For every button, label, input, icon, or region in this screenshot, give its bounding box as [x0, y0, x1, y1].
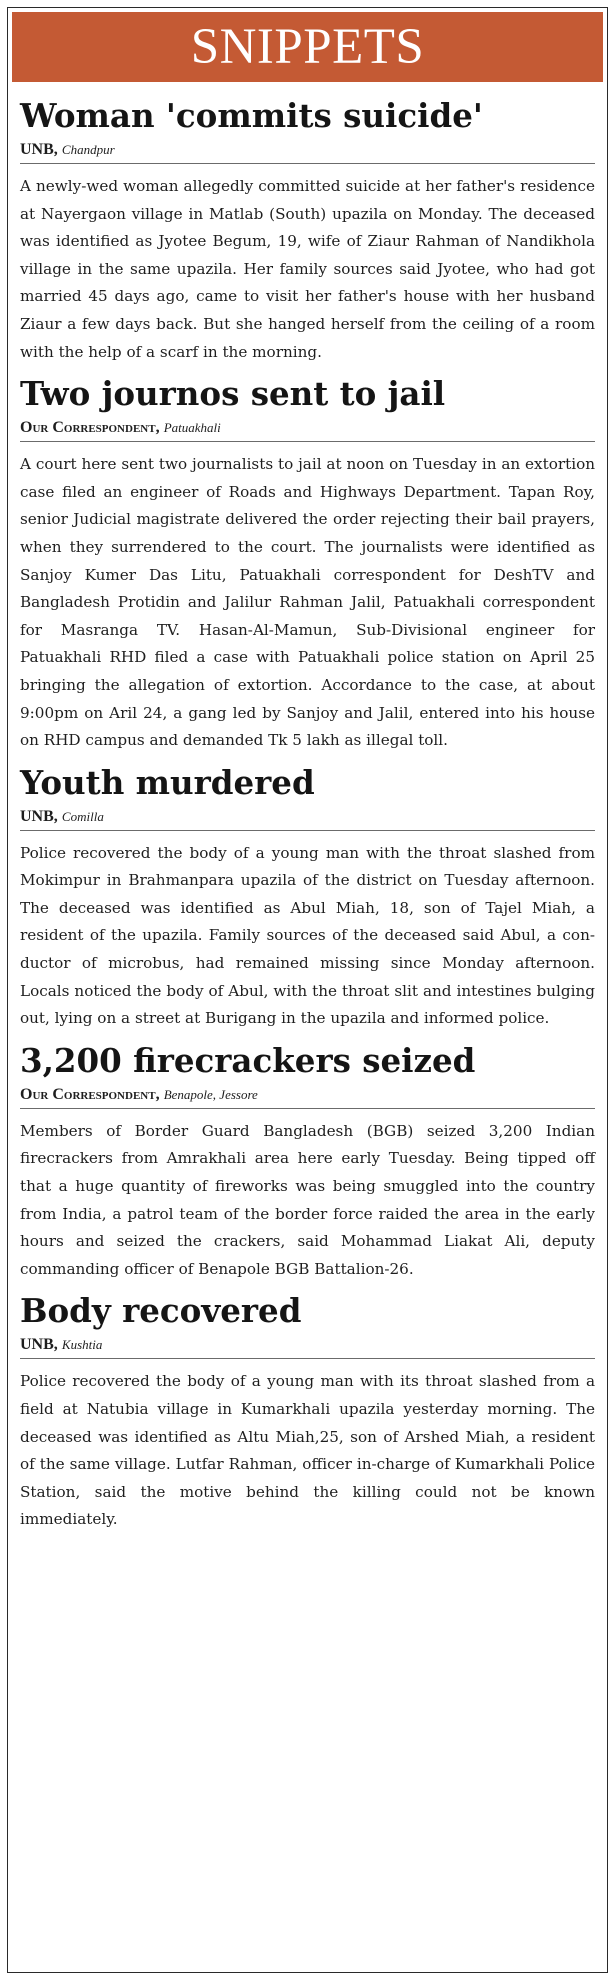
story-body: Police recovered the body of a young man with the throat slashed from Mokimpur in Brahmanpara upazila of the district on Tuesday afternoon. The deceased was identified as Abul Miah, 18, son of Tajel Miah, a resident of the upazila. Family sources of the deceased said Abul, a conductor of microbus, had remained missing since Monday afternoon. Locals noticed the body of Abul, with the throat slit and intestines bulging out, lying on a street at Burigang in the upazila and informed police. [20, 843, 595, 1028]
section-masthead: SNIPPETS [12, 12, 603, 82]
byline-source: UNB, [20, 141, 58, 158]
snippets-page [7, 7, 608, 1973]
story-headline: Two journos sent to jail [20, 374, 446, 414]
story-body: Members of Border Guard Bangladesh (BGB) seized 3,200 Indian firecrackers from Amrakhali area here early Tuesday. Being tipped off that a huge quantity of fireworks was being smuggled into the country from India, a patrol team of the border force raided the area in the early hours and seized the crackers, said Mohammad Liakat Ali, deputy commanding officer of Benapole BGB Battalion-26. [20, 1121, 595, 1278]
story-journos-jailed [20, 370, 595, 755]
byline-divider [20, 163, 595, 164]
stories-column [20, 92, 595, 1534]
story-woman-suicide [20, 92, 595, 366]
story-body-recovered [20, 1287, 595, 1534]
byline-place: Kushtia [61, 1337, 103, 1353]
story-youth-murdered [20, 759, 595, 1033]
byline-place: Comilla [61, 808, 104, 824]
byline-place: Chandpur [61, 142, 115, 157]
byline-source: Our Correspondent, [20, 419, 160, 437]
story-headline: Youth murdered [20, 762, 315, 802]
story-body: A court here sent two journalists to jail at noon on Tuesday in an extortion case filed an engineer of Roads and Highways Department. Tapan Roy, senior Judicial magistrate delivered the order rejecting their bail prayers, when they surrendered to the court. The journalists were identified as Sanjoy Kumer Das Litu, Patuakhali correspondent for DeshTV and Bangladesh Protidin and Jalilur Rahman Jalil, Patuakhali correspondent for Masranga TV. Hasan-Al-Mamun, Sub-Divisional engineer for Patuakhali RHD filed a case with Patuakhali police station on April 25 bringing the allegation of extortion. Accordance to the case, at about 9:00pm on Aril 24, a gang led by Sanjoy and Jalil, entered into his house on RHD campus and demanded Tk 5 lakh as illegal toll. [20, 455, 595, 750]
story-headline: Body recovered [20, 1291, 302, 1331]
byline-divider [20, 1108, 595, 1109]
byline-place: Benapole, Jessore [163, 1086, 258, 1102]
byline-divider [20, 441, 595, 442]
byline-source: Our Correspondent, [20, 1085, 160, 1103]
byline-source: UNB, [20, 807, 58, 825]
byline-source: UNB, [20, 1336, 58, 1354]
byline-place: Patuakhali [163, 420, 221, 436]
story-byline [20, 418, 595, 440]
byline-divider [20, 830, 595, 831]
story-byline [20, 807, 595, 829]
story-byline [20, 1085, 595, 1107]
story-body: A newly-wed woman allegedly committed suicide at her father's residence at Nayergaon village in Matlab (South) upazila on Monday. The deceased was identified as Jyotee Begum, 19, wife of Ziaur Rahman of Nandikhola village in the same upazila. Her family sources said Jyotee, who had got married 45 days ago, came to visit her father's house with her husband Ziaur a few days back. But she hanged herself from the ceiling of a room with the help of a scarf in the morning. [20, 177, 595, 361]
story-body: Police recovered the body of a young man with its throat slashed from a field at Natubia village in Kumarkhali upazila yesterday morning. The deceased was identified as Altu Miah,25, son of Arshed Miah, a resident of the same village. Lutfar Rahman, officer in-charge of Kumarkhali Police Station, said the motive behind the killing could not be known immediately. [20, 1372, 595, 1529]
story-firecrackers-seized [20, 1037, 595, 1284]
byline-divider [20, 1358, 595, 1359]
story-headline: Woman 'commits suicide' [20, 96, 483, 135]
story-headline: 3,200 firecrackers seized [20, 1040, 476, 1080]
story-byline [20, 1335, 595, 1357]
story-byline [20, 140, 595, 162]
